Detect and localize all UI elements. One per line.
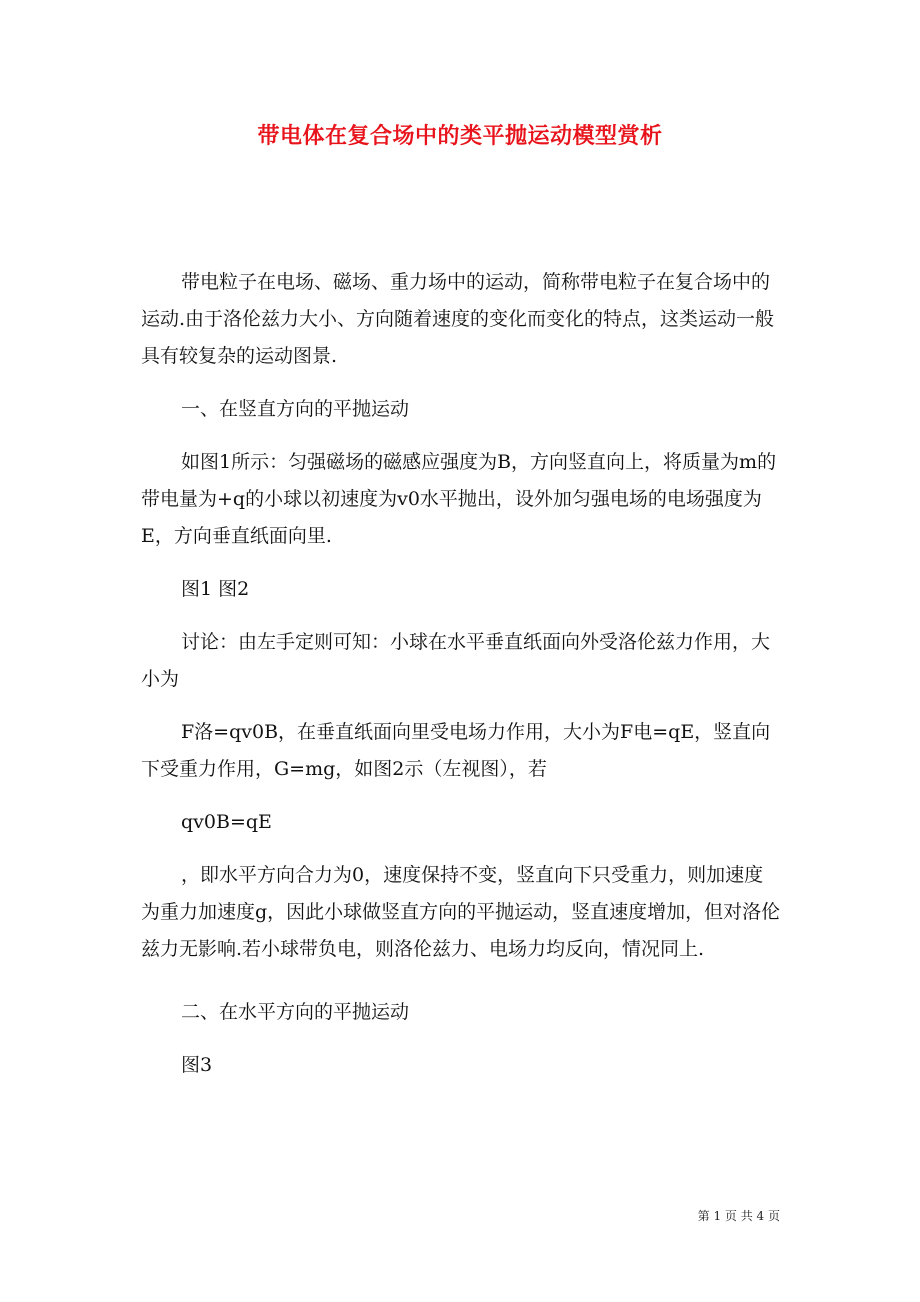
paragraph-conclusion: ，即水平方向合力为0，速度保持不变，竖直向下只受重力，则加速度为重力加速度g，因此小球做竖直方向的平抛运动，竖直速度增加，但对洛伦兹力无影响.若小球带负电，则洛伦兹力、电场力均反向，情况同上. xyxy=(141,864,781,960)
paragraph-intro: 带电粒子在电场、磁场、重力场中的运动，简称带电粒子在复合场中的运动.由于洛伦兹力大小、方向随着速度的变化而变化的特点，这类运动一般具有较复杂的运动图景. xyxy=(141,271,775,367)
page-number: 第 1 页 共 4 页 xyxy=(697,1209,780,1223)
figure-caption-1-2: 图1 图2 xyxy=(181,578,250,600)
paragraph-discussion: 讨论：由左手定则可知：小球在水平垂直纸面向外受洛伦兹力作用，大小为 xyxy=(141,631,771,690)
section-heading-2: 二、在水平方向的平抛运动 xyxy=(181,1001,410,1023)
section-heading-1: 一、在竖直方向的平抛运动 xyxy=(181,398,410,420)
paragraph-figure1-desc: 如图1所示：匀强磁场的磁感应强度为B，方向竖直向上，将质量为m的带电量为+q的小球以初速度为v0水平抛出，设外加匀强电场的电场强度为E，方向垂直纸面向里. xyxy=(141,451,777,547)
equation-balance: qv0B=qE xyxy=(181,811,272,833)
figure-caption-3: 图3 xyxy=(181,1054,213,1076)
document-body xyxy=(141,264,781,1084)
document-title: 带电体在复合场中的类平抛运动模型赏析 xyxy=(257,123,663,149)
paragraph-forces: F洛=qv0B，在垂直纸面向里受电场力作用，大小为F电=qE，竖直向下受重力作用，G=mg，如图2示（左视图），若 xyxy=(141,721,771,780)
